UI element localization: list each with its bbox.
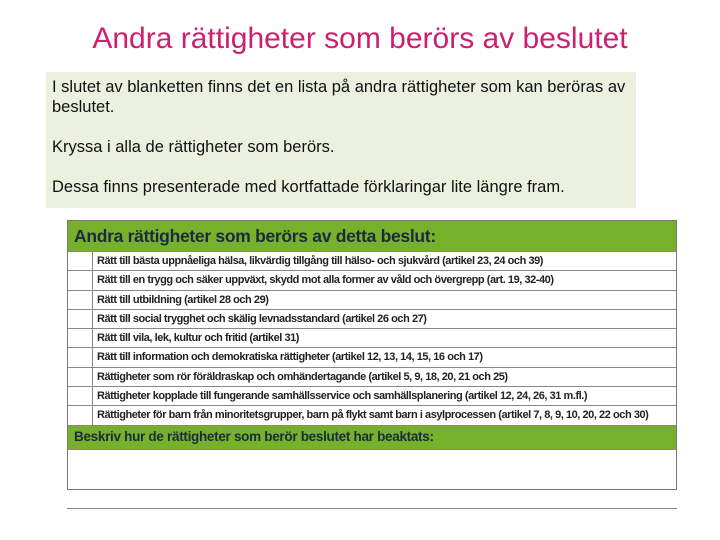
rights-checkbox[interactable] <box>68 406 93 424</box>
rights-row <box>68 290 676 309</box>
rights-label: Rätt till vila, lek, kultur och fritid (artikel 31) <box>97 332 299 345</box>
rights-label: Rättigheter för barn från minoritetsgrupper, barn på flykt samt barn i asylprocessen (artikel 7, 8, 9, 10, 20, 22 och 30) <box>97 409 649 422</box>
form-header: Andra rättigheter som berörs av detta beslut: <box>68 221 676 251</box>
slide-title: Andra rättigheter som berörs av beslutet <box>92 22 628 55</box>
rights-checkbox[interactable] <box>68 291 93 309</box>
describe-header: Beskriv hur de rättigheter som berör beslutet har beaktats: <box>68 425 676 449</box>
rights-checkbox[interactable] <box>68 329 93 347</box>
intro-paragraph-1: I slutet av blanketten finns det en lista på andra rättigheter som kan beröras av beslutet. <box>52 78 626 116</box>
rights-checkbox[interactable] <box>68 310 93 328</box>
rights-checklist <box>68 251 676 425</box>
rights-label: Rättigheter kopplade till fungerande samhällsservice och samhällsplanering (artikel 12, 24, 26, 31 m.fl.) <box>97 390 588 403</box>
rights-row <box>68 328 676 347</box>
rights-checkbox[interactable] <box>68 348 93 366</box>
rights-row <box>68 309 676 328</box>
rights-row <box>68 270 676 289</box>
rights-checkbox[interactable] <box>68 271 93 289</box>
rights-row <box>68 386 676 405</box>
rights-checkbox[interactable] <box>68 252 93 270</box>
rights-row <box>68 405 676 424</box>
bottom-divider <box>67 508 677 509</box>
intro-textbox <box>46 72 636 208</box>
rights-label: Rättigheter som rör föräldraskap och omhändertagande (artikel 5, 9, 18, 20, 21 och 25) <box>97 370 508 383</box>
describe-answer-field[interactable] <box>68 449 676 484</box>
rights-row <box>68 251 676 270</box>
rights-checkbox[interactable] <box>68 368 93 386</box>
rights-checkbox[interactable] <box>68 387 93 405</box>
rights-label: Rätt till utbildning (artikel 28 och 29) <box>97 293 269 306</box>
intro-paragraph-3: Dessa finns presenterade med kortfattade förklaringar lite längre fram. <box>52 178 565 196</box>
rights-row <box>68 347 676 366</box>
rights-label: Rätt till bästa uppnåeliga hälsa, likvärdig tillgång till hälso- och sjukvård (artikel 23, 24 och 39) <box>97 255 544 267</box>
rights-label: Rätt till information och demokratiska rättigheter (artikel 12, 13, 14, 15, 16 och 17) <box>97 351 483 364</box>
rights-label: Rätt till en trygg och säker uppväxt, skydd mot alla former av våld och övergrepp (art. 19, 32-40) <box>97 274 554 287</box>
rights-form <box>67 220 677 490</box>
intro-paragraph-2: Kryssa i alla de rättigheter som berörs. <box>52 138 335 156</box>
rights-row <box>68 367 676 386</box>
rights-label: Rätt till social trygghet och skälig levnadsstandard (artikel 26 och 27) <box>97 312 427 325</box>
